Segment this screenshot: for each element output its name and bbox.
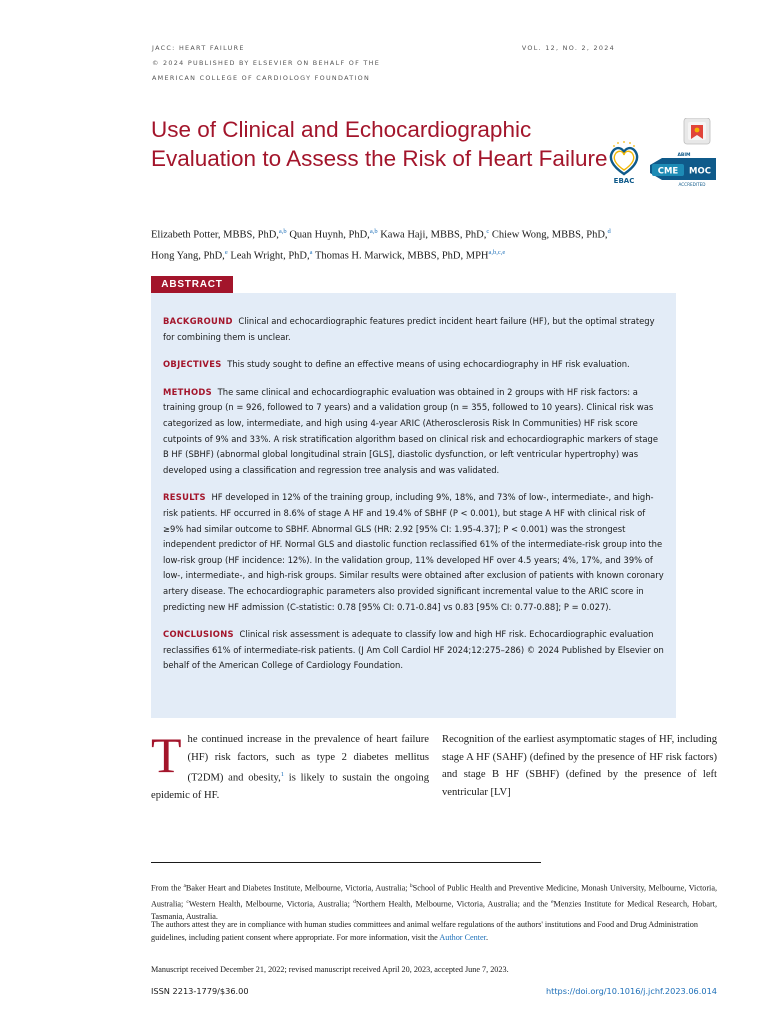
- article-title: Use of Clinical and Echocardiographic Evaluation to Assess the Risk of Heart Failure: [151, 117, 608, 171]
- affiliation-text: School of Public Health and Preventive Medicine, Monash University, Melbourne, Victoria, Australia;: [151, 883, 718, 909]
- author-affiliation-mark: a,b,c,e: [488, 248, 506, 256]
- author-affiliation-mark: a: [309, 248, 313, 256]
- author-name: Hong Yang, PhD,: [151, 250, 225, 261]
- author-list: [151, 223, 671, 264]
- affiliations-footnote: [151, 880, 717, 924]
- author-name: Thomas H. Marwick, MBBS, PhD, MPH: [314, 250, 489, 261]
- affiliation-text: Northern Health, Melbourne, Victoria, Australia; and the: [355, 899, 552, 909]
- author-name: Kawa Haji, MBBS, PhD,: [380, 229, 487, 241]
- attestation-footnote: The authors attest they are in compliance with human studies committees and animal welfare regulations of the authors' institutions and Food and Drug Administration guidelines, including patient consent where appropriate. For more information, visit the Author Center.: [151, 920, 698, 942]
- section-label: OBJECTIVES: [163, 359, 222, 370]
- section-text: HF developed in 12% of the training group, including 9%, 18%, and 73% of low-, intermediate-, and high-risk patients. HF occurred in 8.6% of stage A HF and 19.4% of SBHF (P < 0.001), but stage A HF with clinical risk of ≥9% had similar outcome to SBHF. Abnormal GLS (HR: 2.92 [95% CI: 1.95-4.37]; P < 0.001) was the strongest independent predictor of HF. Normal GLS and diastolic function reclassified 61% of the intermediate-risk group into the low-risk group (HF incidence: 12%). In the validation group, 11% developed HF over 4.5 years; 4%, 17%, and 39% of low-, intermediate-, and high-risk groups. Similar results were obtained after exclusion of patients with known coronary artery disease. The echocardiographic parameters also provided significant incremental value to the ARIC score in predicting new HF admission (C-statistic: 0.78 [95% CI: 0.71-0.84] vs 0.83 [95% CI: 0.77-0.88]; P = 0.027).: [163, 492, 664, 612]
- section-text: Clinical risk assessment is adequate to classify low and high HF risk. Echocardiographic evaluation reclassifies 61% of intermediate-risk patients. (J Am Coll Cardiol HF 2024;12:275–286) © 2024 Published by Elsevier on behalf of the American College of Cardiology Foundation.: [163, 629, 664, 671]
- section-label: METHODS: [163, 386, 212, 397]
- affiliation-mark: e: [551, 898, 554, 905]
- journal-name: JACC: HEART FAILURE: [152, 44, 245, 52]
- section-label: BACKGROUND: [163, 316, 233, 326]
- running-header: [152, 41, 380, 86]
- abstract-background: [163, 314, 664, 345]
- issn: ISSN 2213-1779/$36.00: [151, 986, 249, 996]
- author-affiliation-mark: a,b: [369, 228, 378, 235]
- section-label: CONCLUSIONS: [163, 629, 234, 640]
- moc-label: MOC: [689, 166, 711, 177]
- abstract-box: [151, 293, 676, 718]
- affiliation-mark: b: [409, 883, 413, 889]
- author-affiliation-mark: c: [486, 228, 490, 235]
- author-name: Elizabeth Potter, MBBS, PhD,: [151, 229, 279, 241]
- affiliation-mark: c: [186, 898, 189, 905]
- volume-info: VOL. 12, NO. 2, 2024: [521, 44, 615, 52]
- copyright-line: © 2024 PUBLISHED BY ELSEVIER ON BEHALF OF THE: [152, 59, 381, 67]
- abstract-methods: [163, 385, 664, 479]
- body-text: he continued increase in the prevalence of heart failure (HF) risk factors, such as type 2 diabetes mellitus (T2DM) and obesity,: [187, 734, 429, 784]
- affiliation-text: Menzies Institute for Medical Research, Hobart, Tasmania, Australia.: [151, 899, 717, 922]
- section-text: This study sought to define an effective means of using echocardiography in HF risk evaluation.: [227, 359, 630, 370]
- affiliation-text: Baker Heart and Diabetes Institute, Melbourne, Victoria, Australia;: [185, 883, 410, 893]
- abstract-objectives: [163, 357, 664, 373]
- body-column-left: [151, 727, 429, 805]
- attestation-text: The authors attest they are in compliance with human studies committees and animal welfare regulations of the authors' institutions and Food and Drug Administration guidelines, including patient consent where appropriate. For more information, visit the: [151, 920, 698, 942]
- author-center-link[interactable]: Author Center: [439, 932, 486, 942]
- citation-mark[interactable]: 1: [280, 771, 285, 779]
- affiliation-text: Western Health, Melbourne, Victoria, Australia;: [188, 899, 354, 909]
- section-text: Clinical and echocardiographic features predict incident heart failure (HF), but the optimal strategy for combining them is unclear.: [163, 316, 655, 342]
- bookmark-icon[interactable]: [684, 118, 710, 144]
- affiliation-prefix: From the: [151, 883, 184, 893]
- abstract-results: [163, 490, 664, 615]
- abstract-tab: ABSTRACT: [151, 276, 233, 293]
- body-text: is likely to sustain the ongoing epidemic of HF.: [151, 772, 429, 802]
- body-text: Recognition of the earliest asymptomatic stages of HF, including stage A HF (SAHF) (defined by the presence of HF risk factors) and stage B HF (SBHF) (defined by the presence of left ventricular [LV]: [442, 734, 717, 798]
- manuscript-dates: Manuscript received December 21, 2022; revised manuscript received April 20, 2023, accepted June 7, 2023.: [151, 965, 509, 974]
- author-affiliation-mark: e: [224, 248, 228, 256]
- author-name: Chiew Wong, MBBS, PhD,: [491, 229, 608, 241]
- body-column-right: [442, 731, 717, 801]
- author-name: Leah Wright, PhD,: [230, 250, 310, 261]
- abstract-conclusions: [163, 627, 664, 674]
- footnote-divider: [151, 862, 541, 863]
- author-affiliation-mark: a,b: [278, 228, 287, 235]
- doi-link[interactable]: https://doi.org/10.1016/j.jchf.2023.06.014: [545, 986, 717, 996]
- cme-label: CME: [657, 166, 679, 177]
- accredited-label: ACCREDITED: [678, 182, 706, 187]
- badges: [604, 118, 726, 188]
- publisher-line: AMERICAN COLLEGE OF CARDIOLOGY FOUNDATION: [152, 74, 371, 82]
- affiliation-mark: d: [353, 898, 356, 905]
- author-affiliation-mark: d: [607, 228, 611, 235]
- ebac-heart-icon: [611, 141, 637, 174]
- drop-cap: T: [151, 727, 182, 783]
- cme-moc-badge: [650, 152, 716, 187]
- abim-label: ABIM: [677, 153, 691, 158]
- section-label: RESULTS: [163, 492, 206, 503]
- section-text: The same clinical and echocardiographic evaluation was obtained in 2 groups with HF risk factors: a training group (n = 926, followed to 7 years) and a validation group (n = 355, followed to 10 years). Clinical risk was categorized as low, intermediate, and high using 4-year ARIC (Atherosclerosis Risk In Communities) HF risk score cutpoints of 9% and 33%. A risk stratification algorithm based on clinical risk and echocardiographic markers of stage B HF (SBHF) (abnormal global longitudinal strain [GLS], diastolic dysfunction, or left ventricular hypertrophy) was developed using a classification and regression tree analysis and was validated.: [163, 386, 658, 475]
- author-name: Quan Huynh, PhD,: [289, 229, 370, 241]
- badges-graphic: [604, 118, 726, 188]
- affiliation-mark: a: [183, 883, 186, 889]
- ebac-label: EBAC: [613, 177, 635, 185]
